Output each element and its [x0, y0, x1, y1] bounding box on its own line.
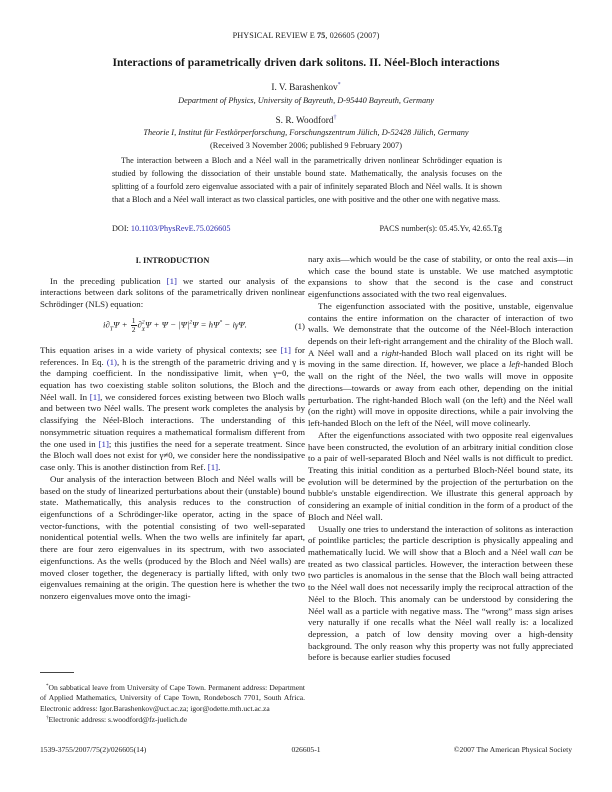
journal-issue: , 026605 (2007)	[325, 31, 380, 40]
journal-name: PHYSICAL REVIEW E	[232, 31, 317, 40]
text-run: , h is the strength of the parametric driving and γ is the damping coefficient. In the nondissipative limit, when γ=0, the equation has two coexisting stable soliton solutions, the Bloch and the Néel wall. In	[40, 356, 305, 402]
eq-subscript: X	[141, 326, 146, 333]
eq-subscript: T	[109, 326, 114, 333]
eq-denominator: 2	[131, 325, 136, 335]
author-name: I. V. Barashenkov	[271, 83, 338, 93]
eq-numerator: 1	[131, 316, 136, 326]
citation-link[interactable]: [1]	[98, 438, 109, 449]
footnote-mark: *	[46, 684, 49, 689]
affiliation-1: Department of Physics, University of Bayreuth, D-95440 Bayreuth, Germany	[178, 96, 434, 105]
doi-link[interactable]: 10.1103/PhysRevE.75.026605	[130, 224, 231, 233]
eq-superscript: 2	[141, 319, 145, 326]
footnote-2	[40, 714, 305, 725]
paragraph-2	[40, 345, 305, 474]
eq-superscript: 2	[189, 319, 193, 326]
eq-term: Ψ = hΨ	[192, 319, 220, 330]
footnote-text: Electronic address: s.woodford@fz-juelich.de	[48, 715, 188, 725]
eq-term: Ψ +	[113, 319, 130, 330]
journal-header	[0, 31, 612, 40]
paragraph-3: Our analysis of the interaction between Bloch and Néel walls will be based on the study of linearized perturbations about their (unstable) bound state. Mathematically, this analysis reduces to the construction of eigenfunctions of a Schrödinger-like operator, acting in the space of vector-functions, with the potential consisting of two well-separated nonidentical potential wells. When the two wells are infinitely far apart, there are four zero eigenvalues in its spectrum, with two associated eigenfunctions. As the wells (produced by the Bloch and Néel walls) are moved closer together, the degeneracy is partially lifted, with only two eigenvalues remaining at the origin. The question here is whether the two nonzero eigenvalues move onto the imagi-	[40, 473, 305, 601]
paragraph-1	[40, 276, 305, 311]
right-column	[308, 254, 573, 664]
footnote-mark-link[interactable]: *	[337, 82, 341, 88]
footnote-1	[40, 682, 305, 714]
equation-body	[103, 317, 247, 336]
equation-1	[40, 316, 305, 338]
doi-label: DOI:	[112, 224, 131, 233]
text-run: for references. In Eq.	[40, 344, 305, 367]
emphasis: left	[508, 359, 521, 370]
eq-term: i∂	[103, 319, 110, 330]
eq-superscript: *	[219, 319, 223, 326]
footnote-text: On sabbatical leave from University of Cape Town. Permanent address: Department of Applied Mathematics, University of Cape Town, Rondebosch 7701, South Africa. Electronic address: Igor.Barashenkov@uct.ac.za; igor@odette.mth.uct.ac.za	[40, 683, 305, 713]
text-run: .	[218, 462, 221, 473]
equation-number: (1)	[294, 321, 305, 332]
citation-link[interactable]: [1]	[280, 344, 291, 355]
pacs-numbers: PACS number(s): 05.45.Yv, 42.65.Tg	[379, 224, 502, 233]
text-run: be treated as two classical particles. However, the interaction between these two particles is anomalous in the sense that the Bloch wall being attracted to the Néel wall does not necessarily imply the reciprocal attraction of the Néel to the Bloch. This anomaly can be understood by considering the Néel wall as a particle with negative mass. The “wrong” mass sign arises very naturally if one recalls what the Néel wall really is: a localized depression, a patch of low density moving over a high-density background. The only reason why this property was not fully appreciated before is because earlier studies focused	[308, 546, 573, 663]
doi-pacs-line	[112, 224, 502, 233]
citation-link[interactable]: [1]	[207, 462, 219, 473]
author-name: S. R. Woodford	[275, 116, 334, 126]
text-run: -handed Bloch wall placed on its right will be moving in the same direction. If, however, we place a	[308, 347, 573, 370]
eq-fraction	[131, 317, 137, 334]
affiliation-2: Theorie I, Institut für Festkörperforschung, Forschungszentrum Jülich, D-52428 Jülich, Germany	[143, 128, 469, 137]
received-dates: (Received 3 November 2006; published 9 February 2007)	[210, 141, 402, 150]
paragraph-4: nary axis—which would be the case of stability, or onto the real axis—in which case the bound state is unstable. We use matched asymptotic expansions to show that the second is the case and construct eigenfunctions associated with the two real eigenvalues.	[308, 254, 573, 300]
emphasis: can	[548, 546, 562, 557]
eq-term: − iγΨ.	[222, 319, 247, 330]
text-run: we started our analysis of the interactions between dark solitons of the parametrically driven nonlinear Schrödinger (NLS) equation:	[40, 275, 305, 310]
footnote-mark-link[interactable]: †	[333, 115, 337, 121]
text-run: -handed Bloch wall on the right of the Néel, the two walls will move in opposite directions—towards or away from each other, depending on the initial perturbation. The right-handed Bloch wall (on the left) and the Néel wall (on the right) will move in opposite directions, while a pair involving the left-handed Bloch on the left of the Néel, will move colinearly.	[308, 359, 573, 429]
citation-link[interactable]: [1]	[166, 275, 177, 286]
text-run: Usually one tries to understand the interaction of solitons as interaction of pointlike particles; the particle description is physically appealing and mathematically lucid. We will show that a Bloch and a Néel wall	[308, 523, 573, 557]
equation-ref-link[interactable]: (1)	[106, 356, 117, 367]
journal-volume: 75	[316, 31, 326, 40]
paragraph-5	[308, 301, 573, 430]
paragraph-6: After the eigenfunctions associated with two opposite real eigenvalues have been constructed, the evolution of an arbitrary initial condition close to a pair of well-separated Bloch and Néel walls is not difficult to predict. Treating this initial condition as a perturbed Bloch-Néel bound state, its evolution will be determined by the projection of the perturbation on the bubble's unstable eigendirection. We illustrate this general approach by considering an example of initial condition in the form of a product of the Bloch and Néel wall.	[308, 429, 573, 522]
footnotes	[40, 682, 305, 726]
text-run: ; this justifies the need for a seperate treatment. Since the Bloch wall does not exist for γ≠0, we consider here the nondissipative case only. This is another distinction from Ref.	[40, 438, 305, 473]
text-run: , we considered forces existing between two Bloch walls and between two Néel walls. The present work completes the analysis by classifying the Néel-Bloch interactions. The understanding of this nonsymmetric situation requires a mathematical formalism different from the one used in	[40, 391, 305, 449]
eq-term: Ψ + Ψ − |Ψ|	[145, 319, 190, 330]
paragraph-7	[308, 524, 573, 665]
footer-issn: 1539-3755/2007/75(2)/026605(14)	[40, 745, 147, 754]
text-run: This equation arises in a wide variety of physical contexts; see	[40, 344, 281, 355]
text-run: In the preceding publication	[50, 275, 167, 286]
text-run: The eigenfunction associated with the positive, unstable, eigenvalue contains the entire information on the character of interaction of two walls. We demonstrate that the outcome of the Néel-Bloch interaction depends on their left-right arrangement and the chirality of the Bloch wall. A Néel wall and a	[308, 300, 573, 358]
author-2	[0, 115, 612, 126]
author-1	[0, 82, 612, 93]
footer-copyright: ©2007 The American Physical Society	[453, 745, 572, 754]
left-column	[40, 255, 305, 603]
footnote-mark: †	[46, 716, 49, 722]
footer-page-number: 026605-1	[291, 745, 321, 754]
citation-link[interactable]: [1]	[89, 391, 101, 402]
footnote-divider	[40, 672, 74, 673]
section-heading: I. INTRODUCTION	[135, 256, 210, 265]
emphasis: right	[381, 347, 399, 358]
abstract: The interaction between a Bloch and a Néel wall in the parametrically driven nonlinear Schrödinger equation is studied by following the dissociation of their unstable bound state. Mathematically, the analysis focuses on the splitting of a fourfold zero eigenvalue associated with a pair of infinitely separated Bloch and Néel walls. It is shown that a Bloch and a Néel wall interact as two classical particles, one with positive and the other one with negative mass.	[112, 156, 502, 204]
paper-title: Interactions of parametrically driven dark solitons. II. Néel-Bloch interactions	[112, 56, 500, 69]
eq-term: ∂	[137, 319, 142, 330]
